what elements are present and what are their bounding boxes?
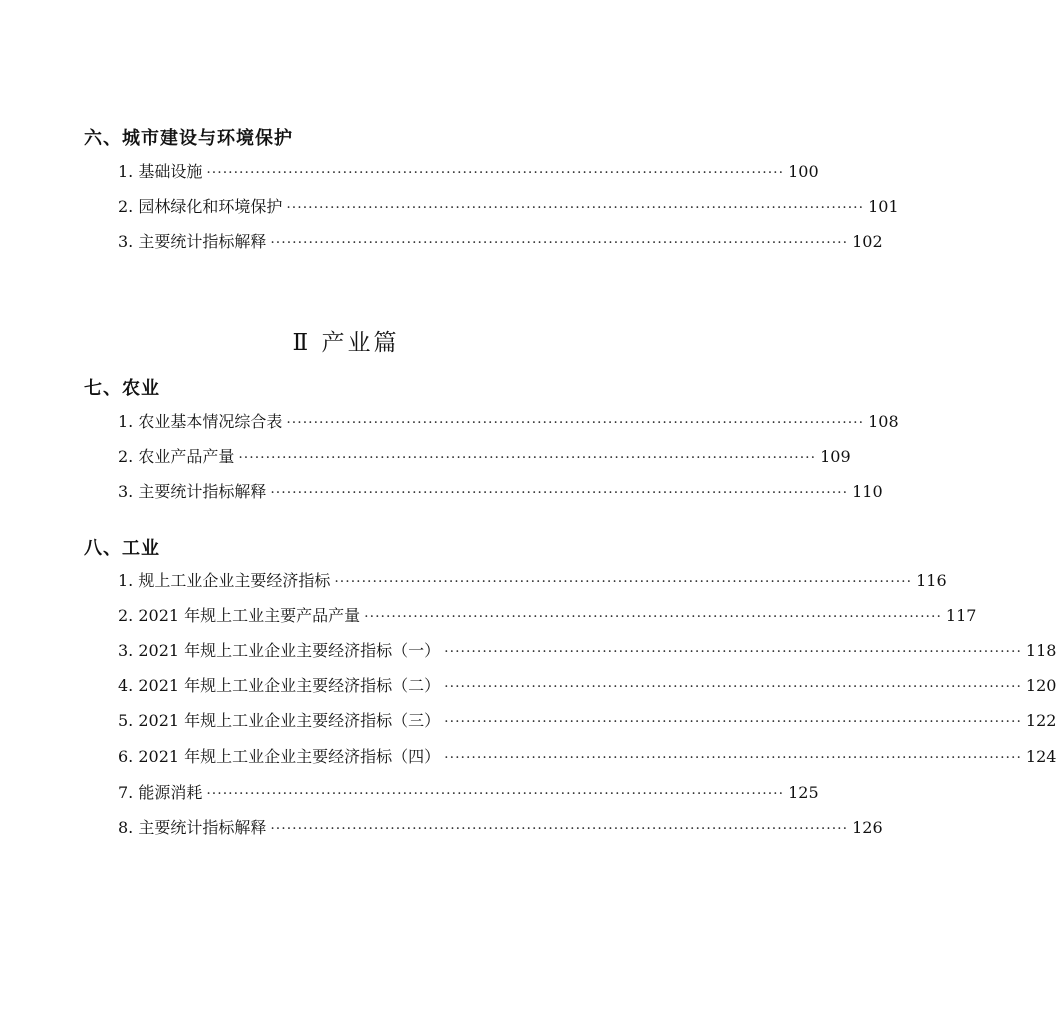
dot-leader: ·········································································································· [206,786,785,802]
toc-entry-label: 7. 能源消耗 [118,783,203,802]
dot-leader: ·········································································································· [238,450,817,466]
dot-leader: ·········································································································· [270,821,849,837]
toc-entry-page: 122 [1025,711,1056,730]
dot-leader: ·········································································································· [206,165,785,181]
dot-leader: ·········································································································· [270,235,849,251]
toc-entry-page: 102 [852,232,883,251]
toc-entry[interactable] [118,639,1056,663]
toc-entry-label: 4. 2021 年规上工业企业主要经济指标（二） [118,676,441,695]
toc-entry-page: 100 [788,162,819,181]
toc-entry[interactable] [118,674,1056,698]
toc-entry-label: 3. 主要统计指标解释 [118,232,267,251]
toc-entry[interactable] [118,195,899,219]
dot-leader: ·········································································································· [364,609,942,625]
toc-entry-label: 3. 2021 年规上工业企业主要经济指标（一） [118,641,441,660]
toc-entry-page: 126 [852,818,883,837]
dot-leader: ·········································································································· [334,574,913,590]
dot-leader: ·········································································································· [270,485,849,501]
toc-entry-page: 118 [1025,641,1056,660]
toc-entry-page: 120 [1025,676,1056,695]
toc-entry[interactable] [118,160,819,184]
section-title-agriculture: 七、农业 [84,378,160,399]
toc-entry-page: 125 [788,783,819,802]
toc-entry-label: 3. 主要统计指标解释 [118,482,267,501]
toc-entry[interactable] [118,816,883,840]
toc-entry[interactable] [118,480,883,504]
toc-entry-label: 1. 农业基本情况综合表 [118,412,283,431]
toc-entry[interactable] [118,781,819,805]
toc-entry-label: 2. 农业产品产量 [118,447,235,466]
toc-entry[interactable] [118,445,851,469]
toc-entry-label: 6. 2021 年规上工业企业主要经济指标（四） [118,747,441,766]
toc-entry-label: 5. 2021 年规上工业企业主要经济指标（三） [118,711,441,730]
toc-entry-page: 108 [868,412,899,431]
toc-entry-label: 8. 主要统计指标解释 [118,818,267,837]
toc-entry-page: 110 [852,482,883,501]
toc-entry[interactable] [118,230,883,254]
toc-entry-label: 1. 规上工业企业主要经济指标 [118,571,331,590]
toc-entry[interactable] [118,709,1056,733]
dot-leader: ·········································································································· [444,714,1022,730]
toc-entry-page: 124 [1025,747,1056,766]
toc-entry[interactable] [118,604,977,628]
toc-entry-label: 2. 2021 年规上工业主要产品产量 [118,606,361,625]
part-title: Ⅱ 产业篇 [292,330,400,356]
section-title-urban: 六、城市建设与环境保护 [84,128,293,149]
toc-entry-page: 109 [820,447,851,466]
dot-leader: ·········································································································· [286,415,865,431]
toc-entry[interactable] [118,569,947,593]
toc-entry-page: 116 [916,571,947,590]
toc-entry-page: 117 [945,606,977,625]
toc-entry-label: 1. 基础设施 [118,162,203,181]
section-title-industry: 八、工业 [84,538,160,559]
toc-entry-page: 101 [868,197,899,216]
dot-leader: ·········································································································· [286,200,865,216]
dot-leader: ·········································································································· [444,750,1022,766]
dot-leader: ·········································································································· [444,679,1022,695]
toc-entry[interactable] [118,745,1056,769]
toc-entry[interactable] [118,410,899,434]
dot-leader: ·········································································································· [444,644,1022,660]
toc-entry-label: 2. 园林绿化和环境保护 [118,197,283,216]
